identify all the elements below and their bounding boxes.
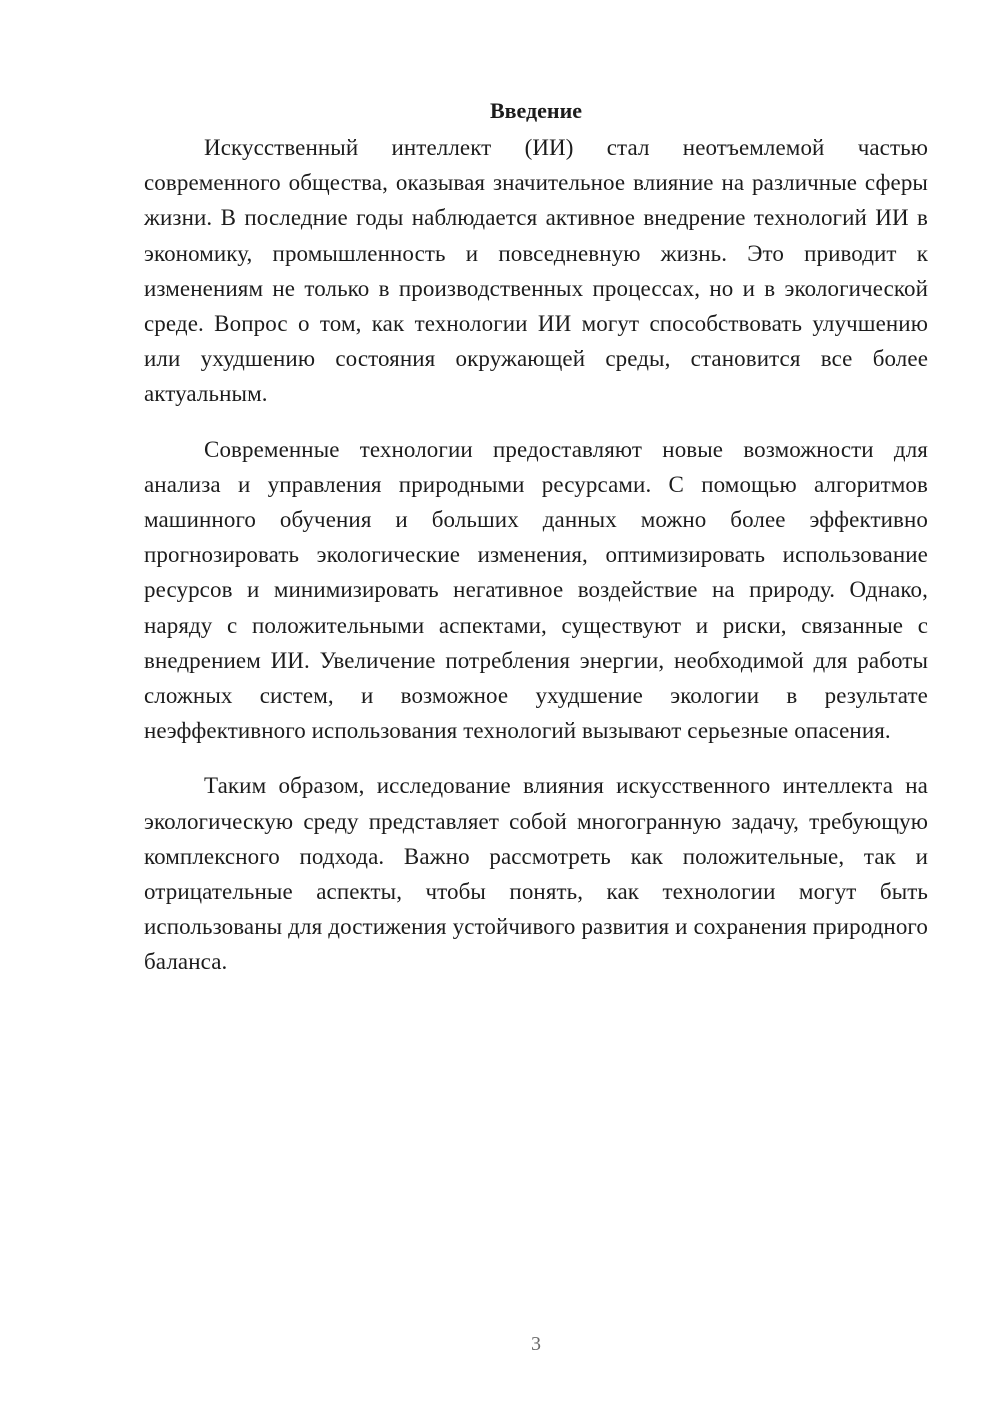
paragraph-3: Таким образом, исследование влияния искусственного интеллекта на экологическую среду представляет собой многогранную задачу, требующую комплексного подхода. Важно рассмотреть как положительные, так и отрицательные аспекты, чтобы понять, как технологии могут быть использованы для достижения устойчивого развития и сохранения природного баланса. [144, 773, 928, 975]
paragraph-2: Современные технологии предоставляют новые возможности для анализа и управления природными ресурсами. С помощью алгоритмов машинного обучения и больших данных можно более эффективно прогнозировать экологические изменения, оптимизировать использование ресурсов и минимизировать негативное воздействие на природу. Однако, наряду с положительными аспектами, существуют и риски, связанные с внедрением ИИ. Увеличение потребления энергии, необходимой для работы сложных систем, и возможное ухудшение экологии в результате неэффективного использования технологий вызывают серьезные опасения. [144, 436, 928, 744]
page-content [144, 96, 928, 1000]
section-heading: Введение [489, 98, 583, 123]
paragraph-1: Искусственный интеллект (ИИ) стал неотъемлемой частью современного общества, оказывая значительное влияние на различные сферы жизни. В последние годы наблюдается активное внедрение технологий ИИ в экономику, промышленность и повседневную жизнь. Это приводит к изменениям не только в производственных процессах, но и в экологической среде. Вопрос о том, как технологии ИИ могут способствовать улучшению или ухудшению состояния окружающей среды, становится все более актуальным. [144, 135, 928, 407]
page-number: 3 [531, 1333, 541, 1355]
